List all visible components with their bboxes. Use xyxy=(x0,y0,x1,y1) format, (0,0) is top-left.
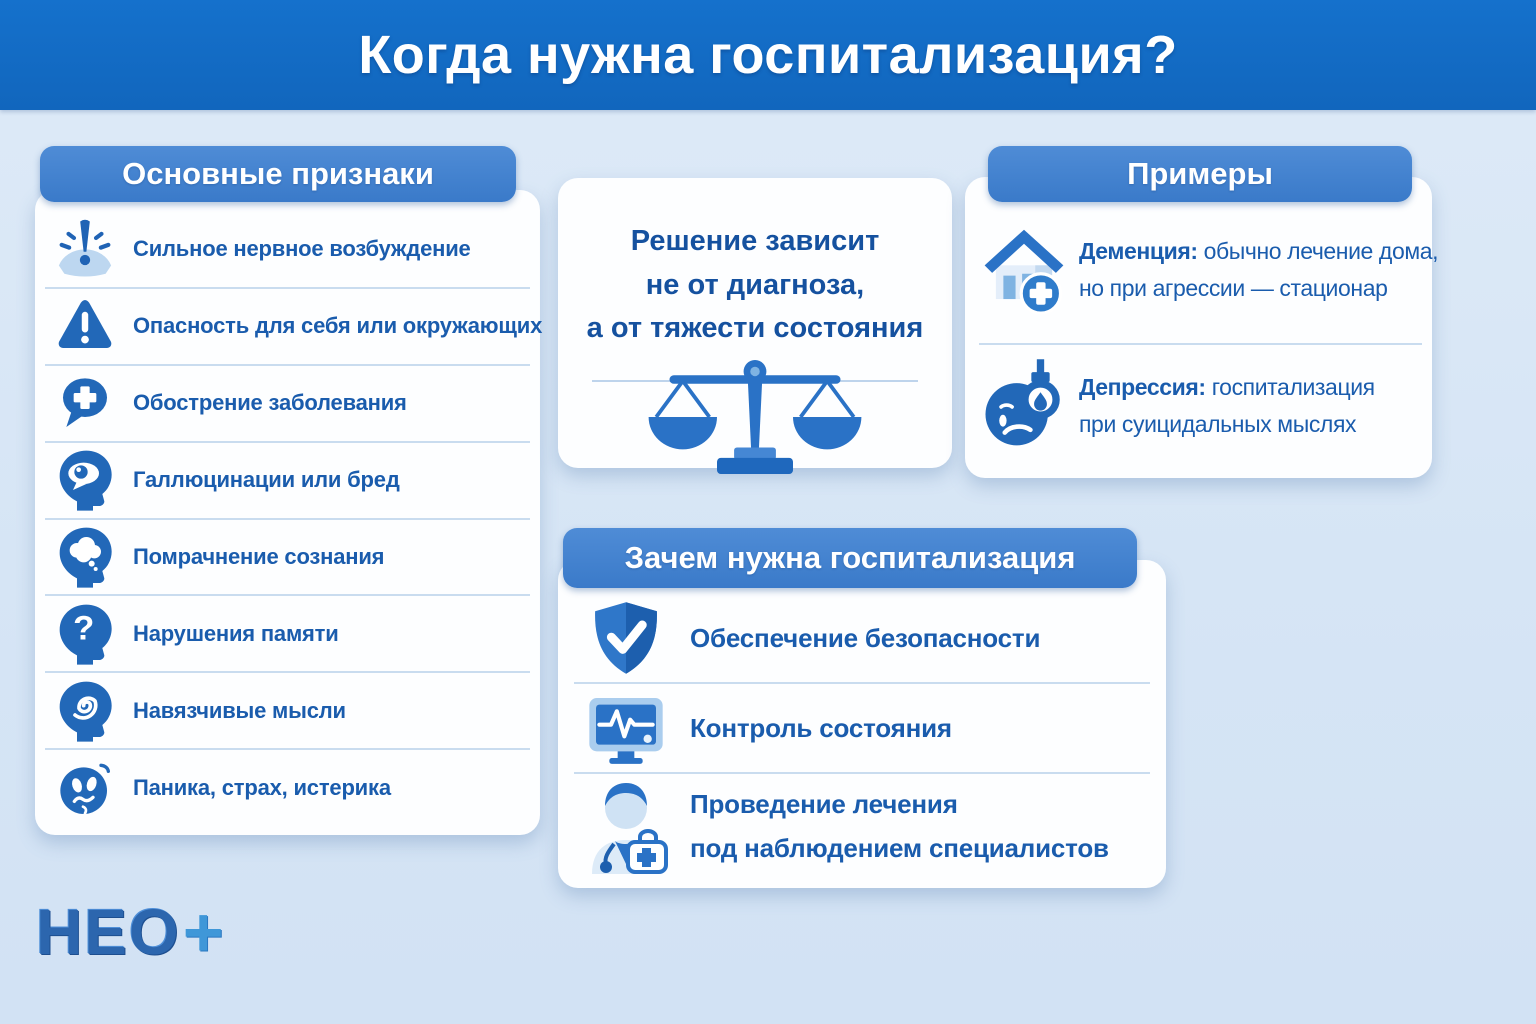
neo-plus-logo xyxy=(36,892,224,972)
list-item xyxy=(45,212,530,289)
purpose-panel-title: Зачем нужна госпитализация xyxy=(624,540,1076,575)
balance-scales-icon xyxy=(558,356,952,480)
sign-label: Паника, страх, истерика xyxy=(133,774,391,800)
decision-line-1: Решение зависит xyxy=(630,225,880,257)
example-text xyxy=(1079,233,1438,307)
decision-card xyxy=(558,178,952,468)
examples-list xyxy=(979,197,1439,466)
house-plus-icon xyxy=(979,222,1069,318)
logo-plus-icon: + xyxy=(182,893,224,971)
signs-panel-header xyxy=(40,146,516,202)
head-cloud-icon xyxy=(51,524,119,590)
sad-face-noose-icon xyxy=(979,358,1069,454)
sign-label: Обострение заболевания xyxy=(133,390,407,416)
sign-label: Навязчивые мысли xyxy=(133,697,346,723)
signs-panel-title: Основные признаки xyxy=(122,156,434,191)
list-item xyxy=(574,774,1150,878)
purpose-label-line-1: Проведение лечения xyxy=(690,788,958,819)
list-item xyxy=(979,345,1422,466)
list-item xyxy=(979,197,1439,345)
examples-panel-header xyxy=(988,146,1412,202)
sign-label: Галлюцинации или бред xyxy=(133,467,400,493)
purpose-label: Контроль состояния xyxy=(690,712,952,743)
list-item xyxy=(45,750,530,825)
signs-list xyxy=(45,212,543,825)
sign-label: Помрачнение сознания xyxy=(133,543,385,569)
list-item xyxy=(45,366,530,443)
list-item xyxy=(45,673,530,750)
list-item xyxy=(45,596,530,673)
list-item xyxy=(45,520,530,597)
purpose-label xyxy=(690,782,1109,870)
page-title: Когда нужна госпитализация? xyxy=(358,25,1178,85)
list-item xyxy=(574,594,1150,684)
list-item xyxy=(45,443,530,520)
decision-line-3: а от тяжести состояния xyxy=(586,312,924,344)
sign-label: Нарушения памяти xyxy=(133,620,339,646)
examples-panel xyxy=(965,177,1439,478)
example-text xyxy=(1079,369,1375,443)
example-line-2: при суицидальных мыслях xyxy=(1079,410,1357,437)
doctor-icon xyxy=(578,776,674,876)
example-line-1: обычно лечение дома, xyxy=(1197,238,1439,265)
examples-panel-title: Примеры xyxy=(1127,156,1273,191)
decision-text xyxy=(558,178,952,351)
logo-text: НЕО xyxy=(36,896,181,968)
purpose-panel-header xyxy=(563,528,1137,588)
purpose-panel xyxy=(558,560,1166,888)
example-term: Депрессия: xyxy=(1079,373,1206,400)
sign-label: Опасность для себя или окружающих xyxy=(133,313,543,339)
example-term: Деменция: xyxy=(1079,238,1198,265)
sign-label: Сильное нервное возбуждение xyxy=(133,236,471,262)
shield-check-icon xyxy=(578,599,674,677)
purpose-label: Обеспечение безопасности xyxy=(690,622,1041,653)
head-spiral-icon xyxy=(51,678,119,744)
example-line-2: но при агрессии — стационар xyxy=(1079,275,1388,301)
svg-text:?: ? xyxy=(73,609,95,648)
monitor-pulse-icon xyxy=(578,688,674,768)
purpose-list xyxy=(574,594,1150,878)
agitation-burst-icon xyxy=(51,216,119,282)
example-line-1: госпитализация xyxy=(1205,373,1375,400)
list-item xyxy=(45,289,543,366)
signs-panel xyxy=(35,190,543,835)
list-item xyxy=(574,684,1150,774)
panic-face-icon xyxy=(51,755,119,821)
decision-line-2: не от диагноза, xyxy=(645,268,865,301)
medical-bubble-icon xyxy=(51,370,119,436)
head-question-icon xyxy=(51,601,119,667)
purpose-label-line-2: под наблюдением специалистов xyxy=(690,833,1109,863)
head-eye-icon xyxy=(51,447,119,513)
header-bar xyxy=(0,0,1536,110)
warning-triangle-icon xyxy=(51,293,119,359)
